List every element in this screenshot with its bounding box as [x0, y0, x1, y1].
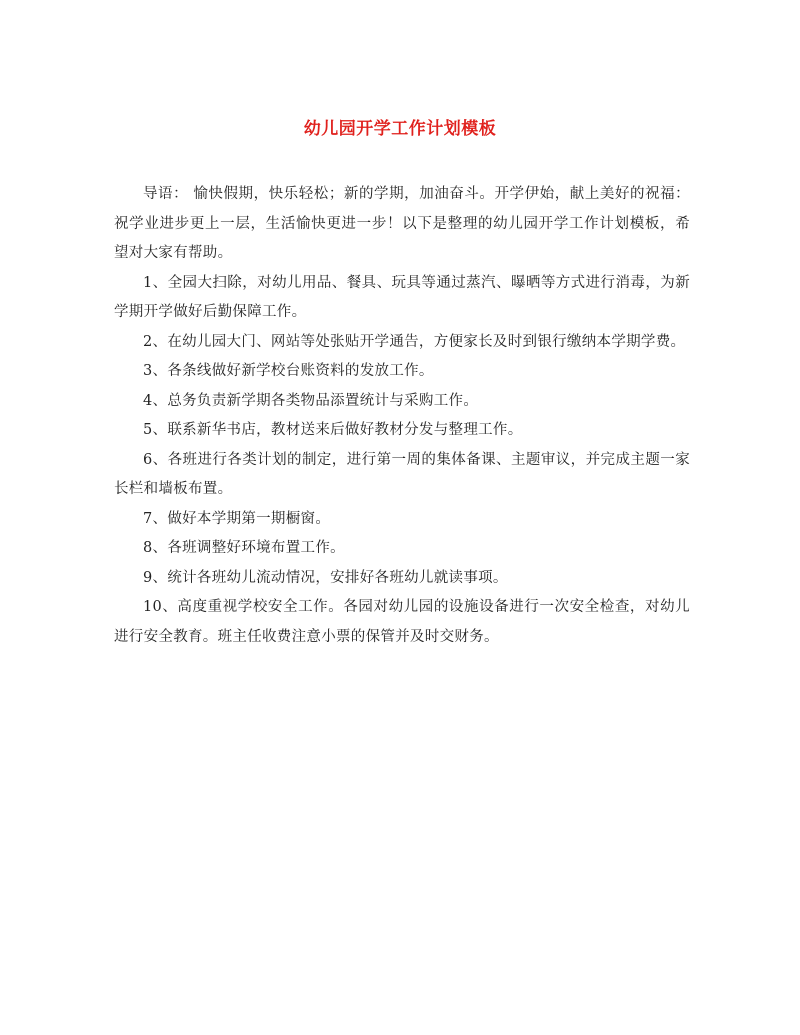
document-title: 幼儿园开学工作计划模板	[303, 119, 497, 139]
list-item: 2、在幼儿园大门、网站等处张贴开学通告，方便家长及时到银行缴纳本学期学费。	[143, 333, 686, 350]
intro-paragraph: 导语： 愉快假期，快乐轻松；新的学期，加油奋斗。开学伊始，献上美好的祝福：祝学业进步更上一层，生活愉快更进一步！以下是整理的幼儿园开学工作计划模板，希望对大家有帮助。	[114, 186, 690, 261]
list-item: 8、各班调整好环境布置工作。	[143, 540, 345, 556]
list-item: 6、各班进行各类计划的制定，进行第一周的集体备课、主题审议，并完成主题一家长栏和墙板布置。	[114, 451, 690, 497]
list-item: 5、联系新华书店，教材送来后做好教材分发与整理工作。	[143, 422, 523, 438]
list-item: 7、做好本学期第一期橱窗。	[143, 510, 331, 527]
list-item: 4、总务负责新学期各类物品添置统计与采购工作。	[143, 392, 479, 409]
list-item: 3、各条线做好新学校台账资料的发放工作。	[143, 363, 434, 379]
list-item: 9、统计各班幼儿流动情况，安排好各班幼儿就读事项。	[143, 569, 508, 586]
list-item: 1、全园大扫除，对幼儿用品、餐具、玩具等通过蒸汽、曝晒等方式进行消毒，为新学期开学做好后勤保障工作。	[114, 274, 690, 320]
document-body	[114, 180, 690, 652]
list-item: 10、高度重视学校安全工作。各园对幼儿园的设施设备进行一次安全检查，对幼儿进行安全教育。班主任收费注意小票的保管并及时交财务。	[114, 599, 690, 645]
